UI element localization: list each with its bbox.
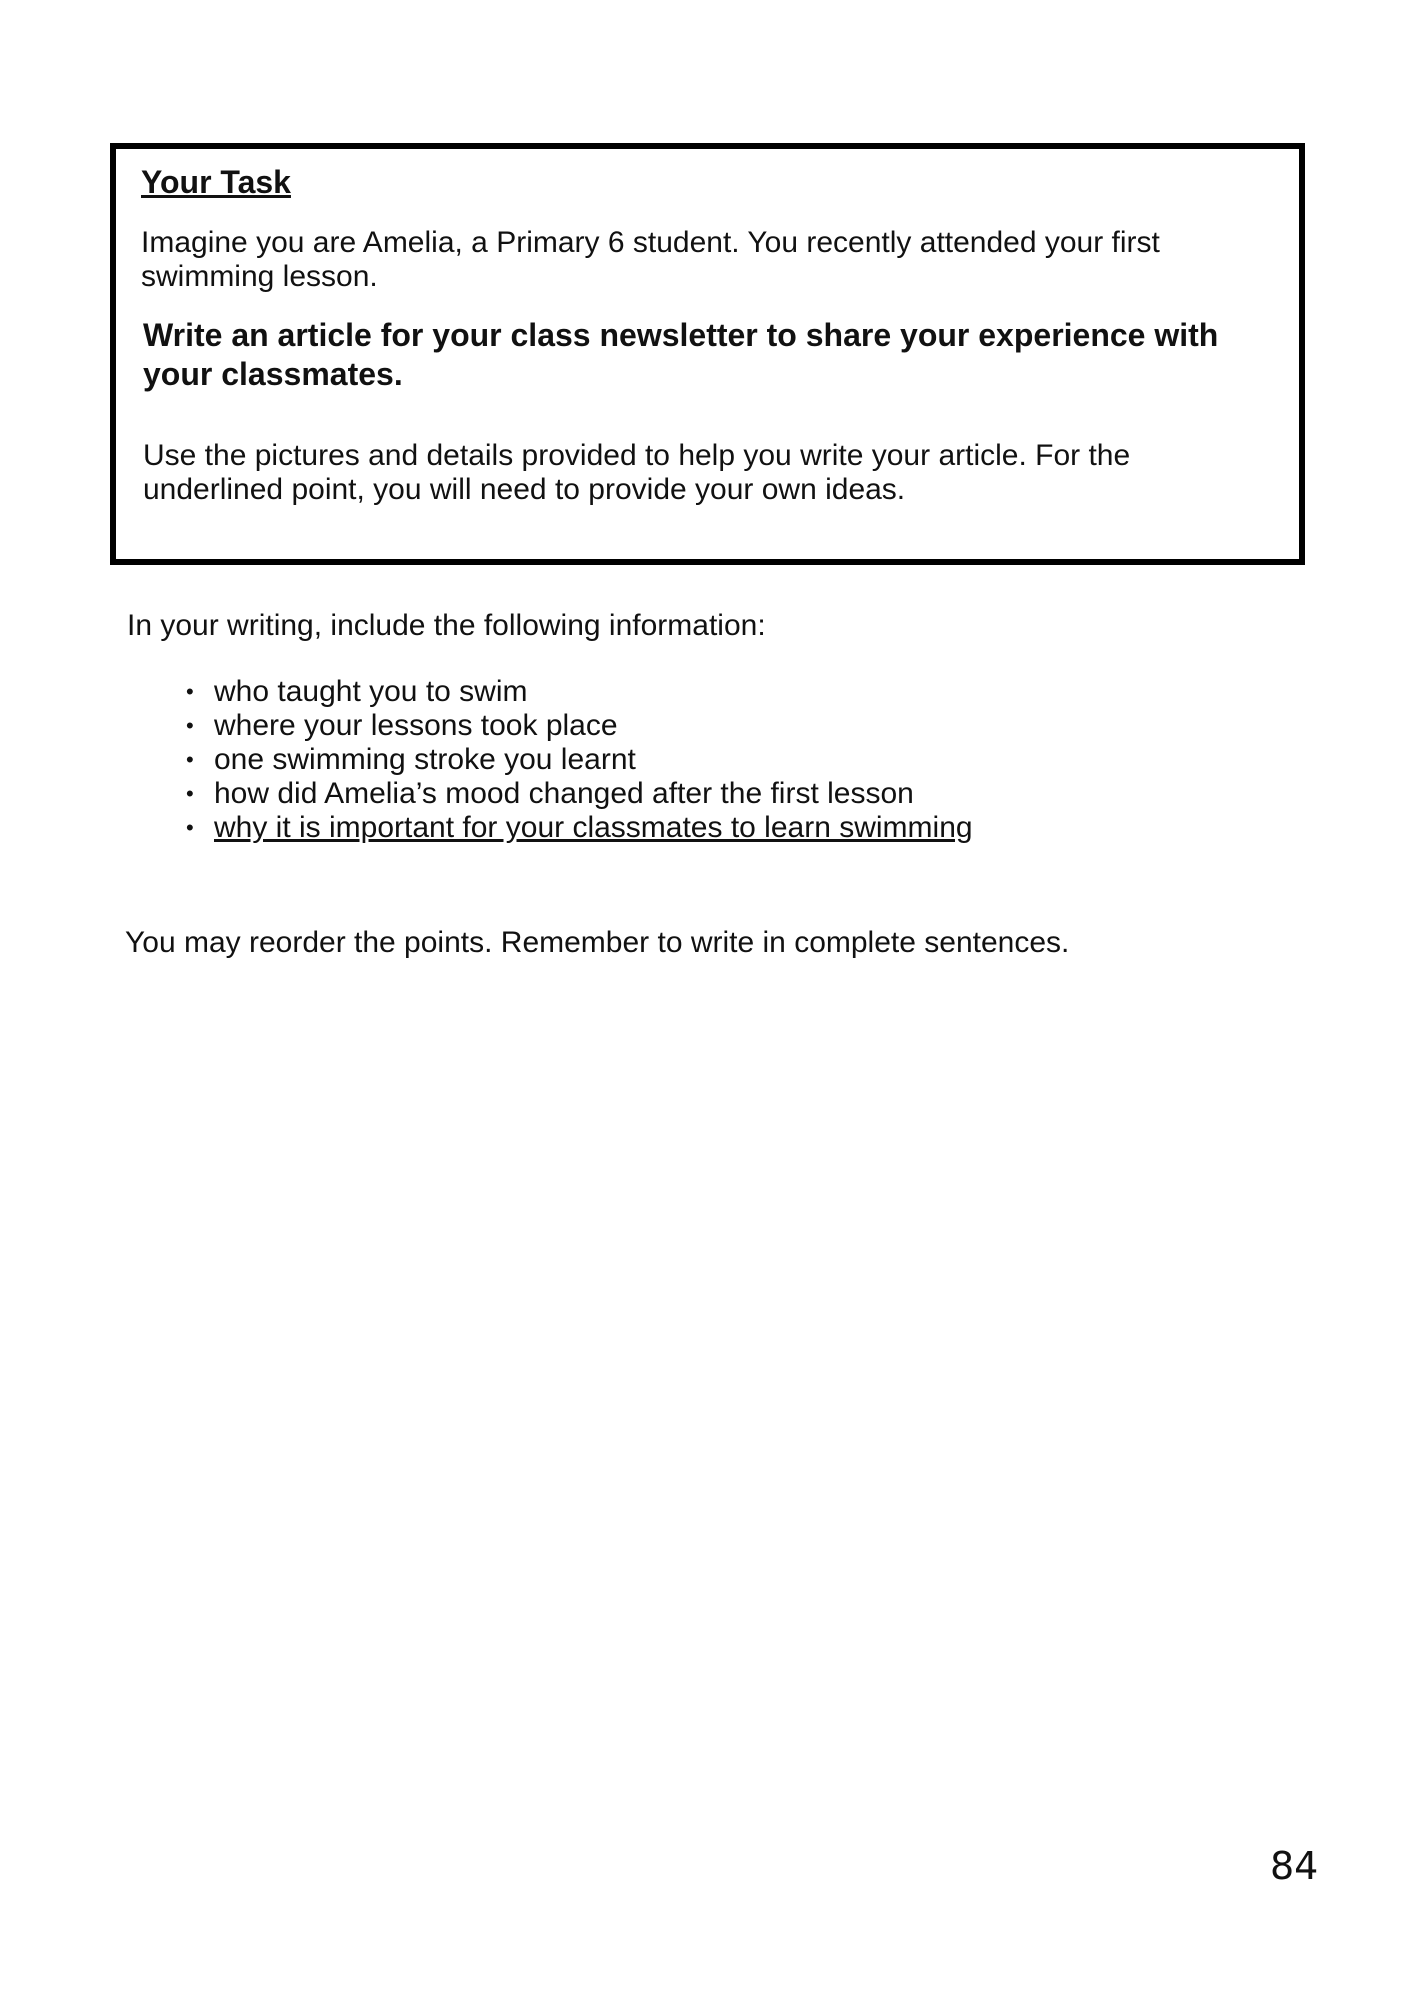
point-text: how did Amelia’s mood changed after the first lesson <box>214 777 914 810</box>
bullet-icon: • <box>186 781 194 806</box>
bullet-icon: • <box>186 747 194 772</box>
task-instruction: Write an article for your class newsletter to share your experience with your classmates. <box>143 317 1219 392</box>
include-intro: In your writing, include the following information: <box>127 609 766 642</box>
closing-note: You may reorder the points. Remember to write in complete sentences. <box>125 926 1070 959</box>
bullet-icon: • <box>186 713 194 738</box>
point-text: one swimming stroke you learnt <box>214 743 636 776</box>
list-item <box>178 743 973 777</box>
task-heading: Your Task <box>141 164 291 200</box>
page-number: 84 <box>1270 1844 1319 1888</box>
list-item <box>178 811 973 845</box>
list-item <box>178 777 973 811</box>
underlined-point-text: why it is important for your classmates to learn swimming <box>214 811 973 844</box>
bullet-icon: • <box>186 815 194 840</box>
task-intro: Imagine you are Amelia, a Primary 6 student. You recently attended your first swimming lesson. <box>141 226 1160 293</box>
point-text: who taught you to swim <box>214 675 528 708</box>
points-list <box>178 675 973 845</box>
list-item <box>178 709 973 743</box>
task-help: Use the pictures and details provided to help you write your article. For the underlined point, you will need to provide your own ideas. <box>143 439 1131 506</box>
point-text: where your lessons took place <box>214 709 618 742</box>
bullet-icon: • <box>186 679 194 704</box>
list-item <box>178 675 973 709</box>
